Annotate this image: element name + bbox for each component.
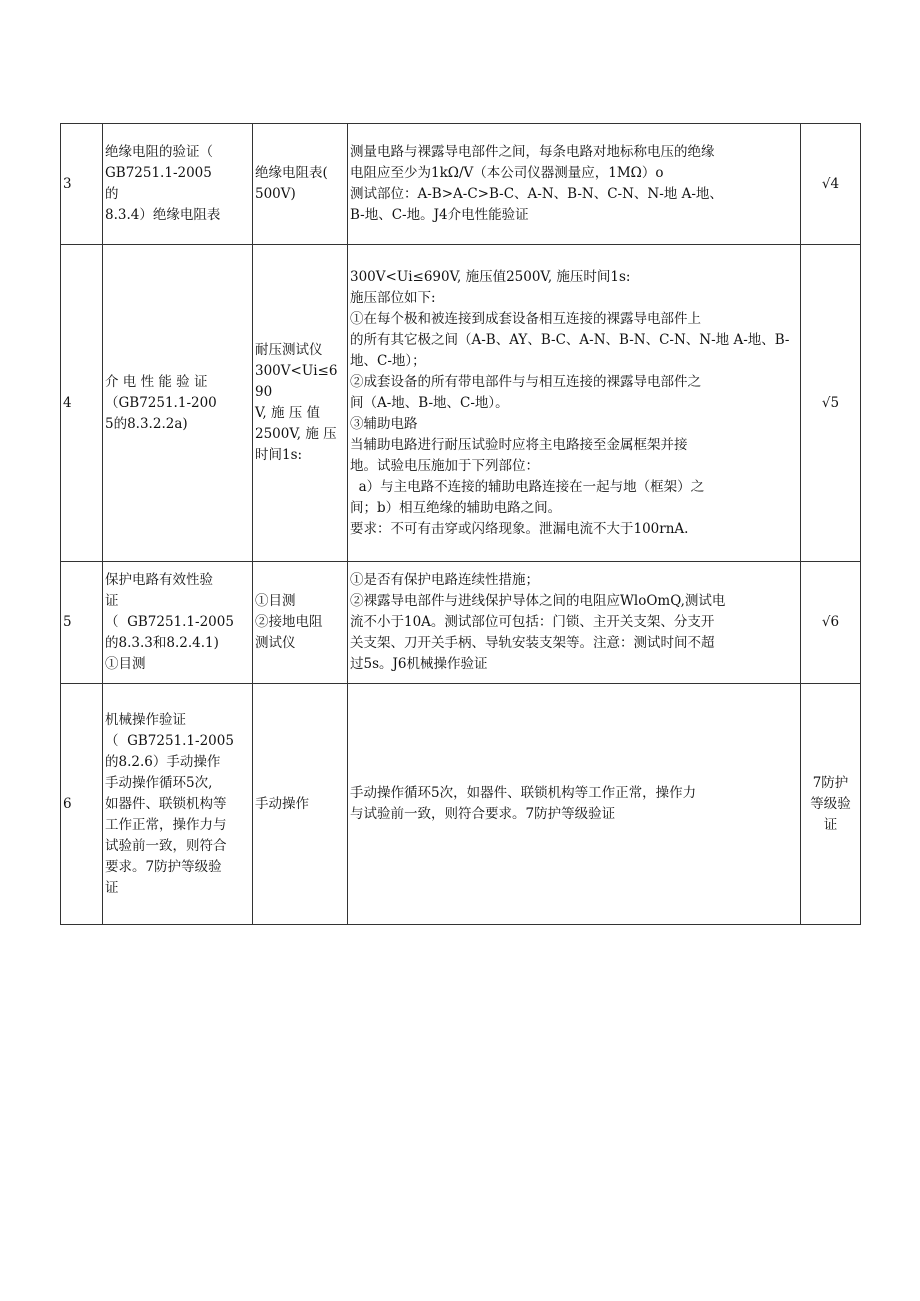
test-item-line: 要求。7防护等级验 <box>105 858 222 875</box>
test-item <box>103 124 253 245</box>
requirement-line: 的所有其它极之间（A-B、AY、B-C、A-N、B-N、C-N、N-地 A-地、B- <box>350 331 790 348</box>
test-item-line: 绝缘电阻的验证（ <box>105 144 213 160</box>
requirement-line: 300V<Ui≤690V, 施压值2500V, 施压时间1s: <box>350 268 631 285</box>
test-item-line: 的8.3.3和8.2.4.1) <box>105 635 219 651</box>
requirement-line: 过5s。J6机械操作验证 <box>350 656 488 672</box>
requirement-line: ③辅助电路 <box>350 415 418 432</box>
requirement-line: 测量电路与裸露导电部件之间，每条电路对地标称电压的绝缘 <box>350 144 715 160</box>
test-item-line: 的8.2.6）手动操作 <box>105 753 221 770</box>
test-item-line: 如器件、联锁机构等 <box>105 795 227 812</box>
test-result: √6 <box>801 562 861 684</box>
test-instrument <box>253 124 348 245</box>
test-instrument-line: V, 施 压 值 <box>255 405 321 421</box>
test-instrument <box>253 562 348 684</box>
table-row <box>61 684 861 925</box>
requirement-line: 手动操作循环5次，如器件、联锁机构等工作正常，操作力 <box>350 785 697 801</box>
test-result-line: 证 <box>823 816 838 833</box>
test-result-line: 7防护 <box>812 774 849 791</box>
test-item-line: 试验前一致，则符合 <box>105 837 227 854</box>
test-requirement <box>348 124 801 245</box>
test-result-line: 等级验 <box>810 795 851 812</box>
test-instrument-line: ①目测 <box>255 593 296 609</box>
requirement-line: ①在每个极和被连接到成套设备相互连接的裸露导电部件上 <box>350 310 701 327</box>
test-instrument-line: 测试仪 <box>255 635 296 651</box>
table-row <box>61 245 861 562</box>
row-number: 3 <box>61 124 103 245</box>
test-item-line: 证 <box>105 879 119 896</box>
test-instrument-line: 手动操作 <box>255 795 309 812</box>
test-instrument-line: 时间1s: <box>255 447 303 463</box>
test-instrument-line: 500V) <box>255 186 296 202</box>
requirement-line: ②成套设备的所有带电部件与与相互连接的裸露导电部件之 <box>350 373 701 390</box>
verification-table <box>60 123 861 925</box>
test-item-line: 介 电 性 能 验 证 <box>105 373 208 390</box>
test-item-line: 手动操作循环5次, <box>105 774 213 791</box>
row-number: 4 <box>61 245 103 562</box>
requirement-line: 地。试验电压施加于下列部位： <box>350 457 539 474</box>
test-requirement <box>348 562 801 684</box>
requirement-line: 间（A-地、B-地、C-地）。 <box>350 394 509 411</box>
test-result <box>801 684 861 925</box>
requirement-line: 电阻应至少为1kΩ/V（本公司仪器测量应，1MΩ）o <box>350 165 664 181</box>
test-item <box>103 562 253 684</box>
test-item-line: 5的8.3.2.2a) <box>105 415 188 432</box>
test-item-line: 8.3.4）绝缘电阻表 <box>105 207 221 223</box>
test-instrument-line: 2500V, 施 压 <box>255 426 337 442</box>
requirement-line: a）与主电路不连接的辅助电路连接在一起与地（框架）之 <box>350 478 705 495</box>
test-item-line: ①目测 <box>105 656 146 672</box>
test-item <box>103 245 253 562</box>
requirement-line: 关支架、刀开关手柄、导轨安装支架等。注意：测试时间不超 <box>350 635 715 651</box>
test-item-line: （ GB7251.1-2005 <box>105 614 234 630</box>
requirement-line: 地、C-地）； <box>350 352 426 369</box>
requirement-line: 施压部位如下: <box>350 289 436 306</box>
row-number: 5 <box>61 562 103 684</box>
test-requirement <box>348 684 801 925</box>
requirement-line: 要求：不可有击穿或闪络现象。泄漏电流不大于100rnA. <box>350 520 689 537</box>
test-item-line: 机械操作验证 <box>105 711 186 728</box>
test-instrument-line: 绝缘电阻表( <box>255 165 328 181</box>
test-item-line: 证 <box>105 593 119 609</box>
row-number: 6 <box>61 684 103 925</box>
test-instrument-line: ②接地电阻 <box>255 614 323 630</box>
requirement-line: 与试验前一致，则符合要求。7防护等级验证 <box>350 806 616 822</box>
requirement-line: ①是否有保护电路连续性措施； <box>350 572 539 588</box>
table-row <box>61 562 861 684</box>
test-item-line: （GB7251.1-200 <box>105 394 217 411</box>
requirement-line: B-地、C-地。J4介电性能验证 <box>350 207 529 223</box>
test-result: √4 <box>801 124 861 245</box>
requirement-line: 测试部位：A-B>A-C>B-C、A-N、B-N、C-N、N-地 A-地、 <box>350 186 723 202</box>
test-instrument <box>253 684 348 925</box>
test-item-line: 工作正常，操作力与 <box>105 816 227 833</box>
test-instrument <box>253 245 348 562</box>
requirement-line: 流不小于10A。测试部位可包括：门锁、主开关支架、分支开 <box>350 614 715 630</box>
test-result: √5 <box>801 245 861 562</box>
test-item-line: （ GB7251.1-2005 <box>105 732 234 749</box>
requirement-line: 当辅助电路进行耐压试验时应将主电路接至金属框架并接 <box>350 436 688 453</box>
test-instrument-line: 耐压测试仪 <box>255 342 323 358</box>
table-row <box>61 124 861 245</box>
test-item-line: GB7251.1-2005 的 <box>105 165 238 202</box>
test-requirement <box>348 245 801 562</box>
test-item-line: 保护电路有效性验 <box>105 572 213 588</box>
requirement-line: ②裸露导电部件与进线保护导体之间的电阻应WloOmQ,测试电 <box>350 593 726 609</box>
test-item <box>103 684 253 925</box>
requirement-line: 间；b）相互绝缘的辅助电路之间。 <box>350 499 562 516</box>
test-instrument-line: 300V<Ui≤690 <box>255 363 338 400</box>
